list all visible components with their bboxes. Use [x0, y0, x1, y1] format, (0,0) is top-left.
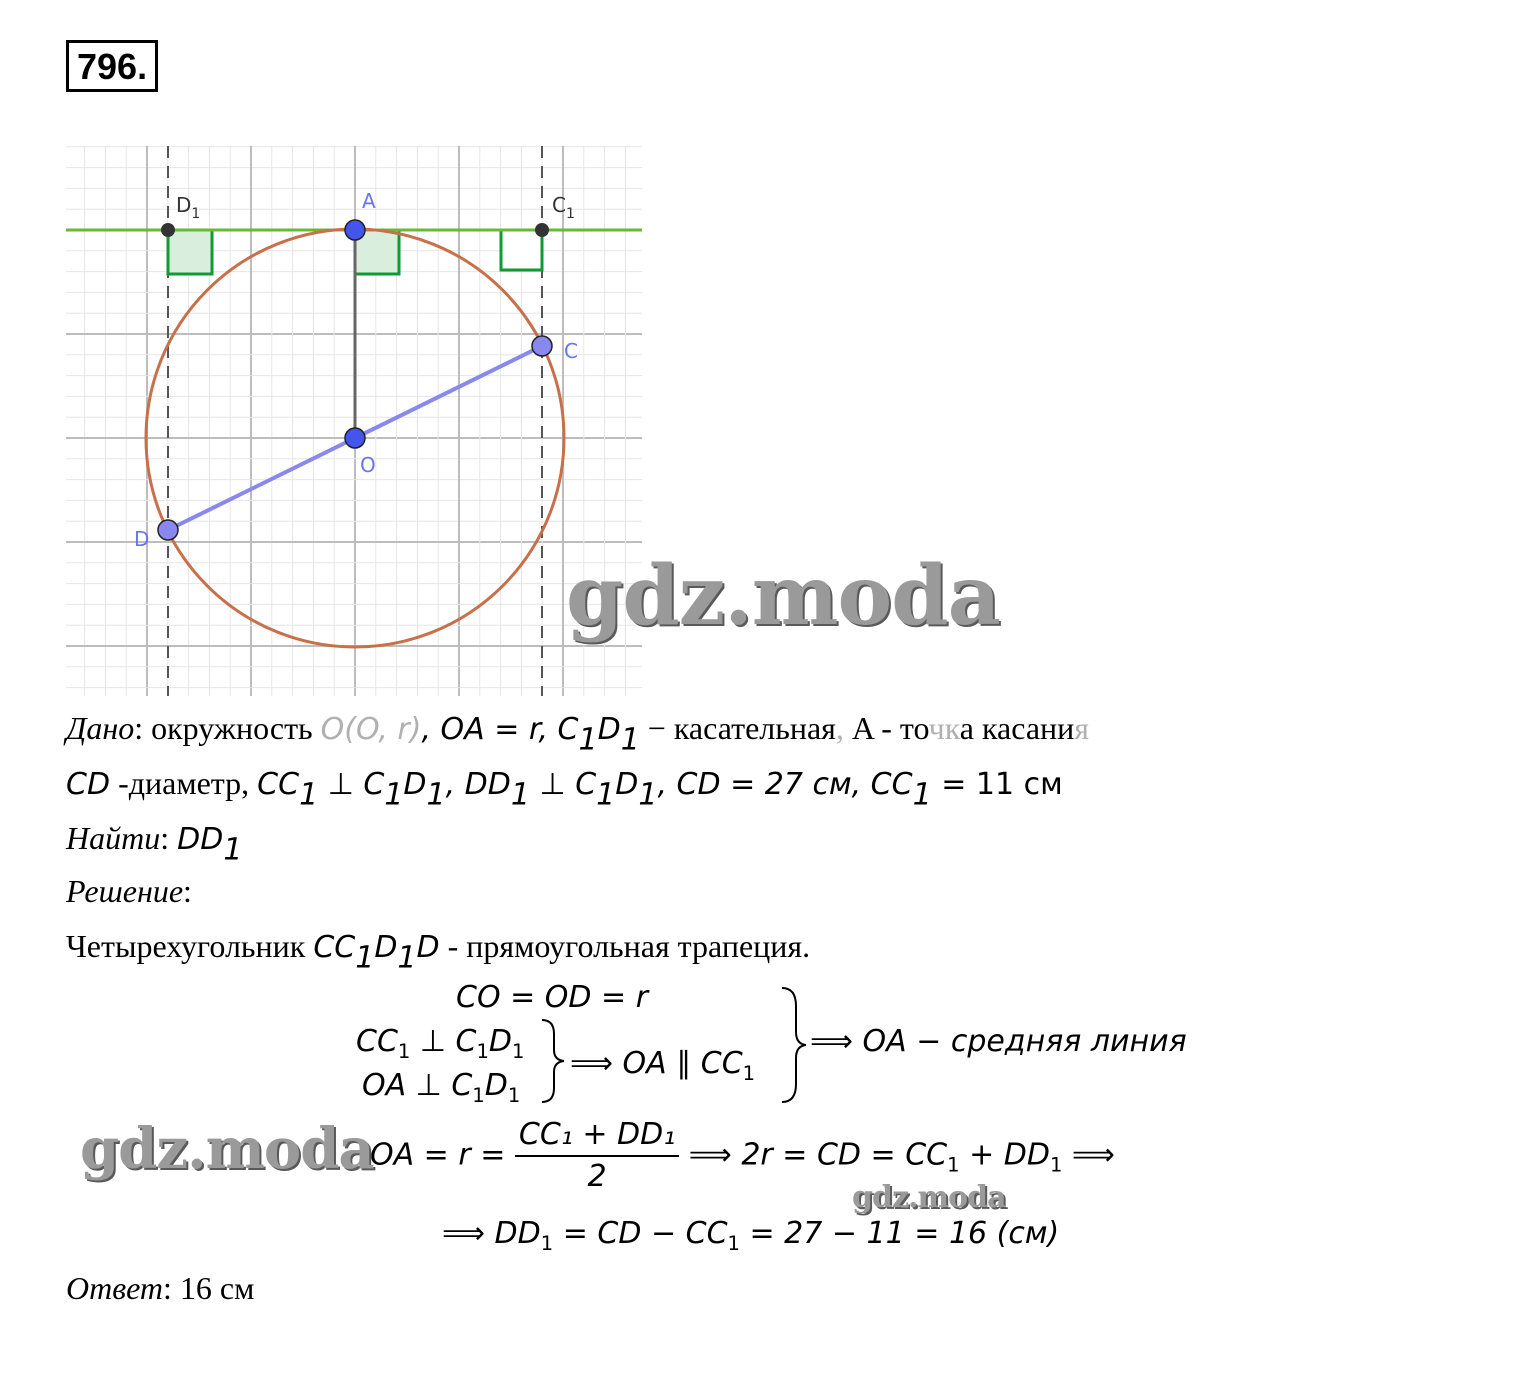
point-d1	[161, 223, 175, 237]
label-d1: $D_1$	[176, 193, 201, 222]
point-d	[158, 520, 178, 540]
problem-number: 796.	[66, 40, 158, 92]
label-o: O	[360, 453, 376, 477]
watermark-large: gdz.moda	[566, 548, 1000, 644]
statement-line: Четырехугольник $CC_1D_1D$ - прямоугольная трапеция.	[66, 928, 811, 976]
point-c1	[535, 223, 549, 237]
system-result: ⟹ OA − средняя линия	[810, 1024, 1187, 1059]
outer-brace	[780, 986, 808, 1104]
label-c1: $C_1$	[552, 193, 575, 222]
formula-line: OA = r = $\frac{\text{CC₁ + DD₁}}{2}$ ⟹ 2r = CD = $CC_1 + DD_1$ ⟹	[370, 1115, 1115, 1197]
point-o	[345, 428, 365, 448]
system-row-2: $CC_1$ ⊥ $C_1D_1$	[356, 1024, 525, 1063]
find-line: Найти: $DD_1$	[66, 820, 243, 868]
label-c: C	[564, 339, 578, 363]
watermark-medium: gdz.moda	[80, 1116, 374, 1182]
inner-brace	[540, 1018, 566, 1104]
system-mid: ⟹ OA ∥ $CC_1$	[570, 1046, 756, 1085]
system-row-3: OA ⊥ $C_1D_1$	[362, 1068, 521, 1107]
answer-line: Ответ: 16 см	[66, 1270, 255, 1306]
solution-label: Решение:	[66, 873, 192, 909]
label-d: D	[134, 527, 150, 551]
given-line-1: Дано: окружность O(O, r), OA = r, $C_1D_1$ − касательная, A - точка касания	[66, 710, 1089, 758]
right-angle-c1	[501, 230, 542, 270]
label-a: A	[362, 189, 376, 213]
watermark-small: gdz.moda	[852, 1180, 1006, 1215]
given-line-2: CD -диаметр, $CC_1$ ⊥ $C_1D_1$, $DD_1$ ⊥ $C_1D_1$, CD = 27 см, $CC_1 = 11$ см	[66, 765, 1063, 813]
system-row-1: CO = OD = r	[456, 980, 649, 1015]
right-angle-d1	[168, 230, 212, 274]
geometry-figure	[66, 146, 642, 696]
point-a	[345, 220, 365, 240]
fraction: $\frac{\text{CC₁ + DD₁}}{2}$	[515, 1115, 679, 1197]
final-line: ⟹ $DD_1$ = CD − $CC_1 = 27 - 11 = 16$ (см)	[442, 1216, 1060, 1255]
point-c	[532, 336, 552, 356]
